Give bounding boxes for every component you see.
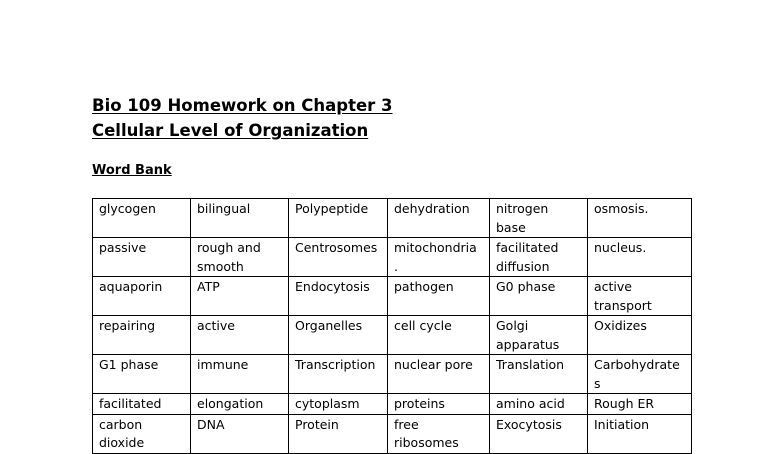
table-cell: nuclear pore (388, 355, 490, 394)
table-cell: facilitated diffusion (490, 238, 588, 277)
table-cell: pathogen (388, 277, 490, 316)
table-cell: repairing (93, 316, 191, 355)
table-row (93, 394, 692, 415)
table-cell: Transcription (289, 355, 388, 394)
table-row (93, 316, 692, 355)
table-cell: bilingual (191, 199, 289, 238)
table-cell: rough and smooth (191, 238, 289, 277)
table-cell: aquaporin (93, 277, 191, 316)
table-cell: Protein (289, 414, 388, 453)
document-title: Bio 109 Homework on Chapter 3 (92, 96, 393, 115)
table-row (93, 355, 692, 394)
document-subtitle: Cellular Level of Organization (92, 121, 369, 140)
table-cell: dehydration (388, 199, 490, 238)
table-cell: passive (93, 238, 191, 277)
table-row (93, 277, 692, 316)
table-cell: Exocytosis (490, 414, 588, 453)
table-cell: osmosis. (588, 199, 692, 238)
table-cell: Organelles (289, 316, 388, 355)
table-cell: DNA (191, 414, 289, 453)
table-cell: cell cycle (388, 316, 490, 355)
table-cell: glycogen (93, 199, 191, 238)
word-bank-heading: Word Bank (92, 163, 172, 178)
table-row (93, 414, 692, 453)
table-row (93, 199, 692, 238)
word-bank-table (92, 198, 692, 454)
table-cell: nucleus. (588, 238, 692, 277)
table-cell: Centrosomes (289, 238, 388, 277)
table-cell: amino acid (490, 394, 588, 415)
table-cell: cytoplasm (289, 394, 388, 415)
table-cell: Polypeptide (289, 199, 388, 238)
table-cell: Translation (490, 355, 588, 394)
table-cell: Carbohydrates (588, 355, 692, 394)
table-cell: G0 phase (490, 277, 588, 316)
table-cell: nitrogen base (490, 199, 588, 238)
table-cell: carbon dioxide (93, 414, 191, 453)
table-cell: Rough ER (588, 394, 692, 415)
table-cell: Endocytosis (289, 277, 388, 316)
table-cell: active transport (588, 277, 692, 316)
table-cell: mitochondria . (388, 238, 490, 277)
table-cell: immune (191, 355, 289, 394)
table-cell: proteins (388, 394, 490, 415)
table-cell: facilitated (93, 394, 191, 415)
table-cell: active (191, 316, 289, 355)
table-cell: ATP (191, 277, 289, 316)
table-cell: Initiation (588, 414, 692, 453)
table-cell: G1 phase (93, 355, 191, 394)
table-cell: Golgi apparatus (490, 316, 588, 355)
table-cell: free ribosomes (388, 414, 490, 453)
table-row (93, 238, 692, 277)
table-cell: Oxidizes (588, 316, 692, 355)
table-cell: elongation (191, 394, 289, 415)
